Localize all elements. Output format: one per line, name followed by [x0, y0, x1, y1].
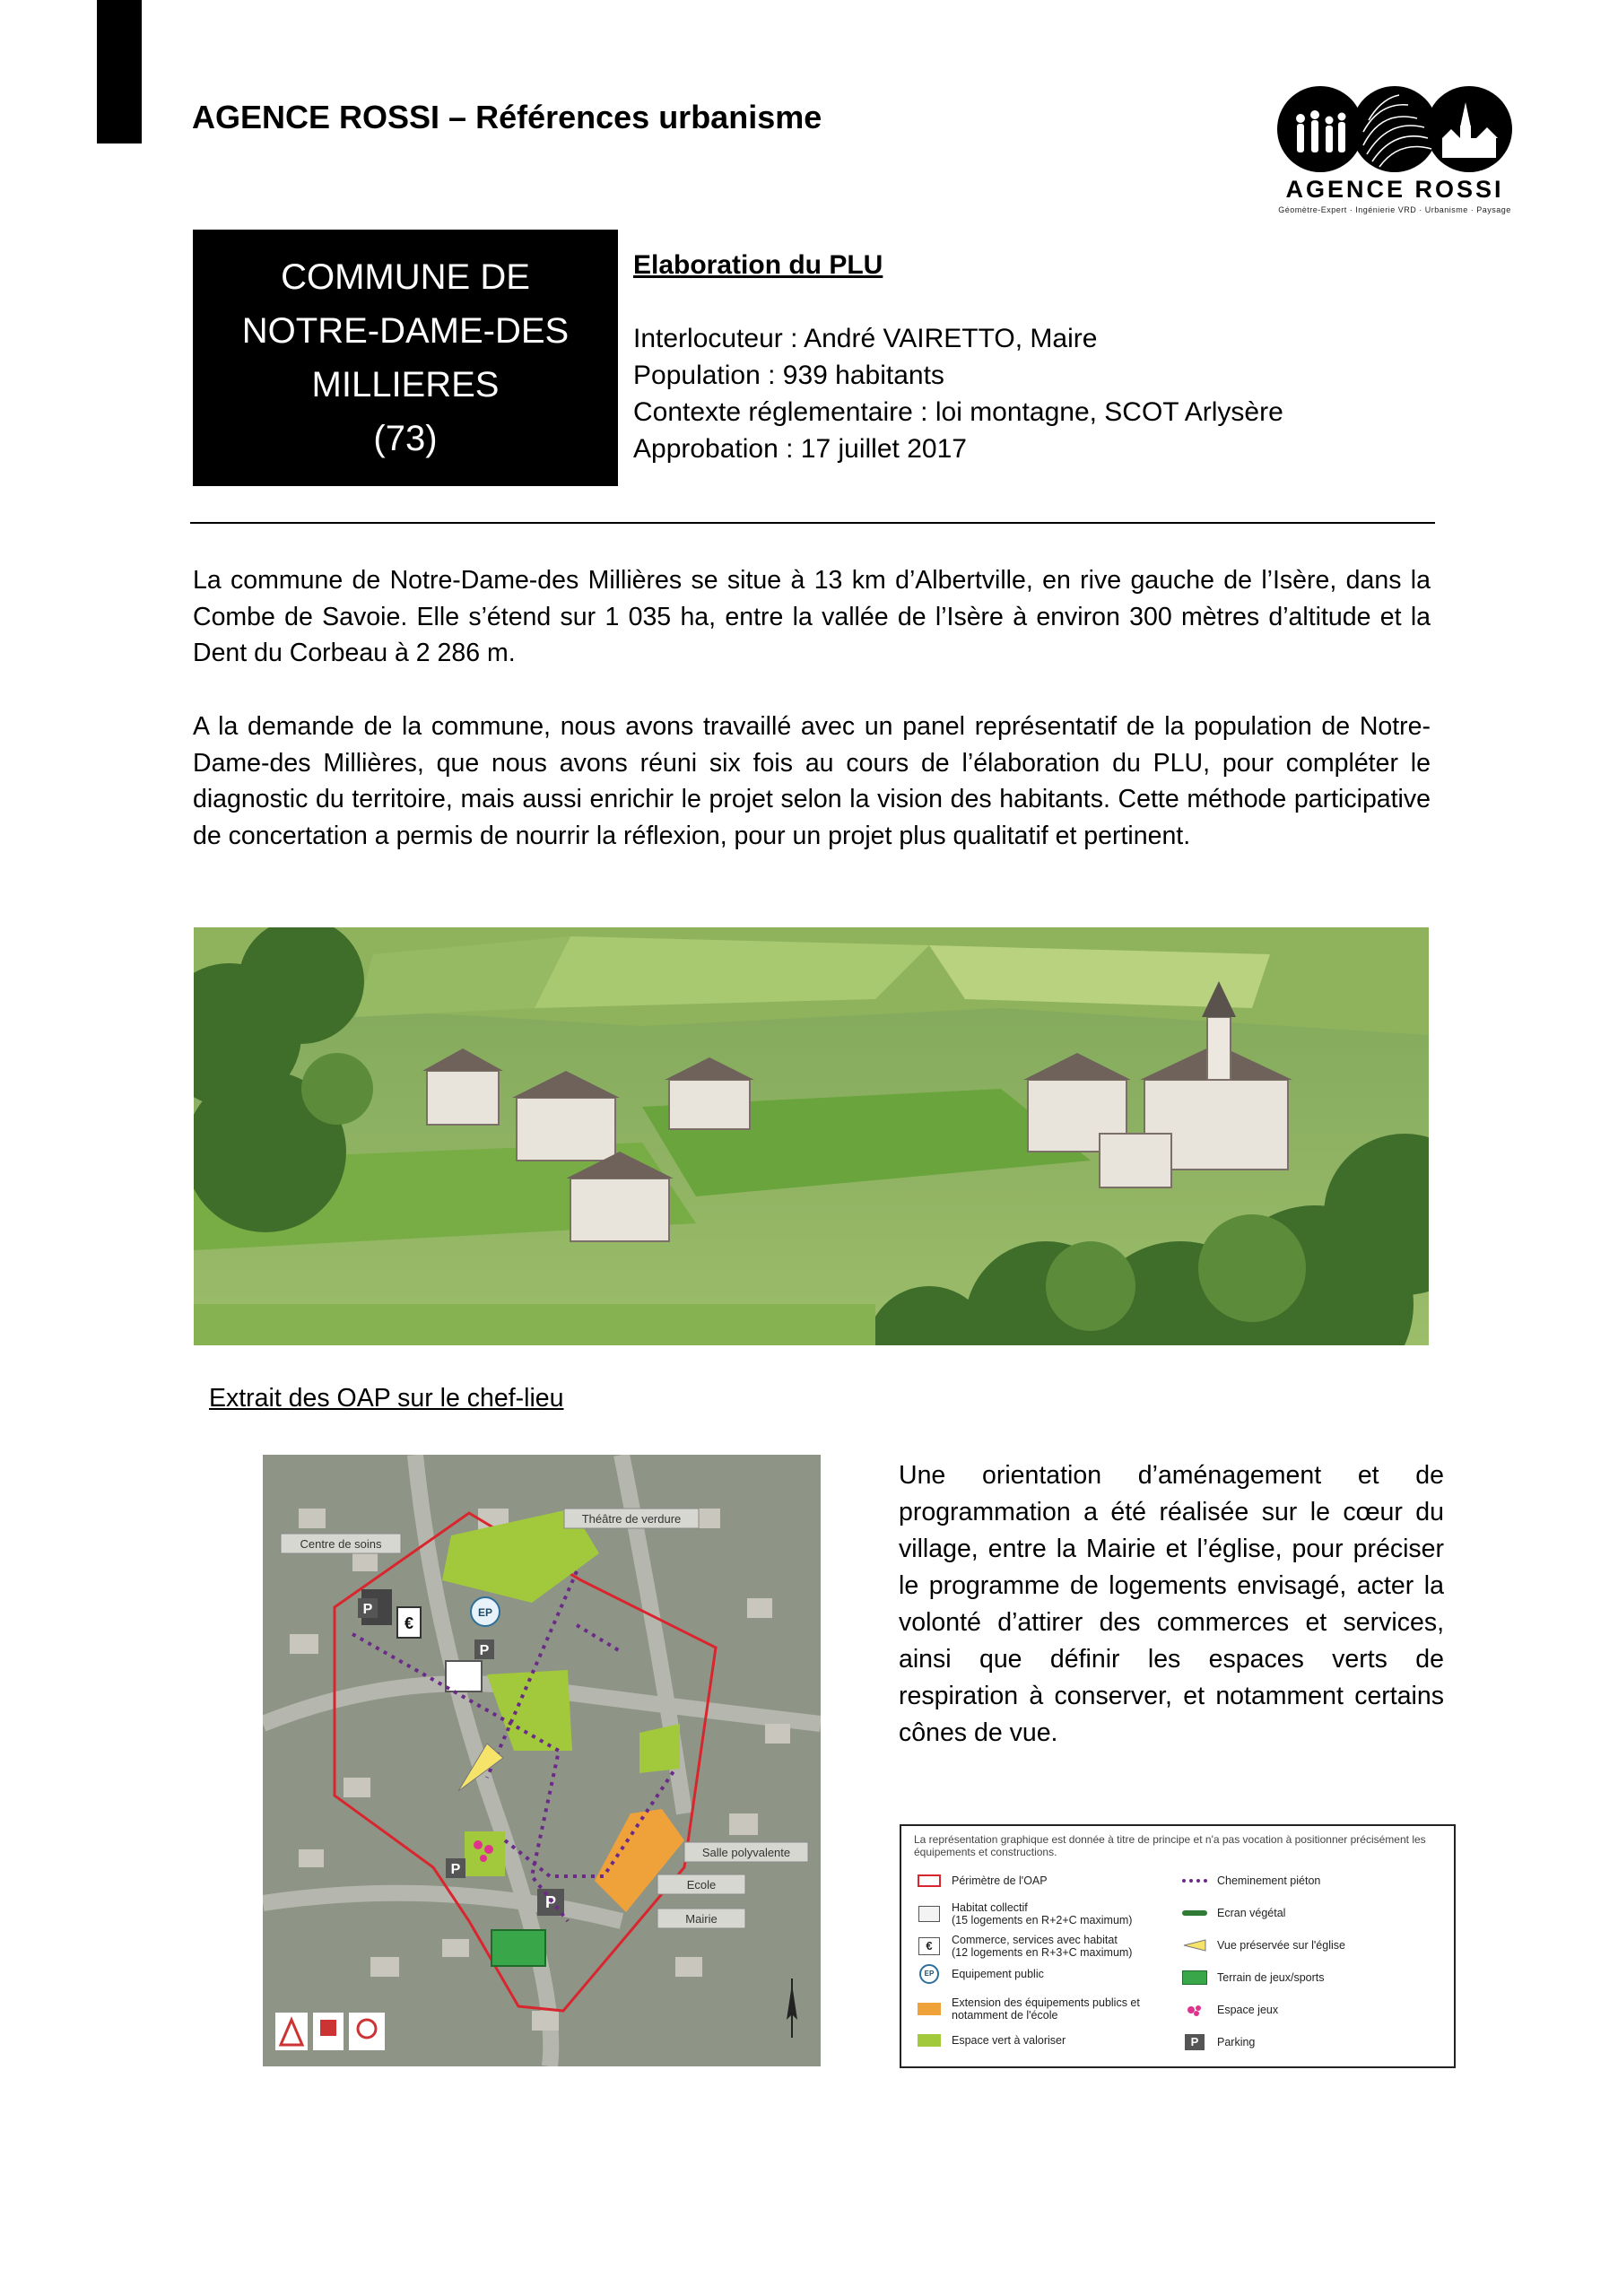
- commune-line: NOTRE-DAME-DES: [241, 311, 570, 351]
- project-detail: Contexte réglementaire : loi montagne, SCOT Arlysère: [633, 397, 1283, 427]
- legend-item-commerce: € Commerce, services avec habitat (12 logements en R+3+C maximum): [916, 1934, 1132, 1959]
- divider: [190, 522, 1435, 524]
- map-label-theatre: Théâtre de verdure: [581, 1512, 682, 1526]
- map-label-salle: Salle polyvalente: [701, 1846, 791, 1859]
- map-label-ecole: Ecole: [686, 1878, 717, 1892]
- side-bar: [97, 0, 142, 144]
- legend-item-parking: P Parking: [1181, 2034, 1255, 2050]
- parking-marker: P: [544, 1893, 557, 1911]
- commerce-icon: €: [916, 1938, 943, 1954]
- oap-description: Une orientation d’aménagement et de programmation a été réalisée sur le cœur du village, entre la Mairie et l’église, pour préciser le programme de logements envisagé, acter la volonté d’attirer des commerces et services, ainsi que définir les espaces verts de respiration à conserver, et notamment certains cônes de vue.: [899, 1461, 1444, 1747]
- commune-box: [193, 230, 618, 486]
- euro-marker: €: [404, 1614, 414, 1632]
- legend-item-ecran: Ecran végétal: [1181, 1905, 1285, 1921]
- legend-item-perimeter: Périmètre de l'OAP: [916, 1873, 1048, 1889]
- legend-item-equipement: EP Equipement public: [916, 1966, 1044, 1982]
- partner-logos-icon: [275, 2013, 385, 2050]
- commune-line: COMMUNE DE: [281, 257, 530, 297]
- green-space-icon: [916, 2032, 943, 2048]
- map-label-mairie: Mairie: [685, 1912, 718, 1926]
- agency-logo: [1274, 83, 1516, 214]
- project-detail: Approbation : 17 juillet 2017: [633, 434, 967, 464]
- equipement-icon: EP: [916, 1966, 943, 1982]
- intro-paragraph: La commune de Notre-Dame-des Millières se situe à 13 km d’Albertville, en rive gauche de l’Isère, dans la Combe de Savoie. Elle s’étend sur 1 035 ha, entre la vallée de l’Isère à environ 300 mètres d’altitude et la Dent du Corbeau à 2 286 m.: [193, 566, 1431, 667]
- commune-line: (73): [373, 419, 438, 458]
- playground-icon: [1181, 2002, 1208, 2018]
- logo-circles-icon: [1274, 83, 1516, 181]
- parking-marker: P: [362, 1602, 373, 1617]
- project-heading: Elaboration du PLU: [633, 250, 883, 280]
- logo-tagline: Géomètre-Expert · Ingénierie VRD · Urbanisme · Paysage: [1278, 205, 1511, 214]
- legend-item-jeux: Espace jeux: [1181, 2002, 1278, 2018]
- legend-item-terrain: Terrain de jeux/sports: [1181, 1970, 1325, 1986]
- map-legend: [900, 1824, 1456, 2068]
- habitat-icon: [916, 1906, 943, 1922]
- map-label-centre-soins: Centre de soins: [300, 1537, 382, 1551]
- hedge-icon: [1181, 1905, 1208, 1921]
- legend-item-extension: Extension des équipements publics et notamment de l'école: [916, 1996, 1140, 2022]
- legend-item-vue: Vue préservée sur l'église: [1181, 1937, 1345, 1953]
- oap-caption: Extrait des OAP sur le chef-lieu: [209, 1384, 564, 1413]
- oap-map: [263, 1455, 821, 2066]
- legend-item-habitat: Habitat collectif (15 logements en R+2+C maximum): [916, 1901, 1132, 1926]
- logo-name: AGENCE ROSSI: [1285, 176, 1504, 203]
- commune-line: MILLIERES: [311, 365, 500, 404]
- method-paragraph: A la demande de la commune, nous avons travaillé avec un panel représentatif de la population de Notre-Dame-des Millières, que nous avons réuni six fois au cours de l’élaboration du PLU, pour compléter le diagnostic du territoire, mais aussi enrichir le projet selon la vision des habitants. Cette méthode participative de concertation a permis de nourrir la réflexion, pour un projet plus qualitatif et pertinent.: [193, 712, 1431, 850]
- view-cone-icon: [1181, 1937, 1208, 1953]
- oap-map-drawing: [263, 1455, 821, 2066]
- terrain-icon: [1181, 1970, 1208, 1986]
- parking-marker: P: [479, 1643, 490, 1658]
- page-title: AGENCE ROSSI – Références urbanisme: [192, 99, 822, 135]
- path-icon: [1181, 1873, 1208, 1889]
- ep-marker: EP: [477, 1606, 493, 1619]
- parking-marker: P: [450, 1862, 461, 1877]
- project-detail: Interlocuteur : André VAIRETTO, Maire: [633, 324, 1098, 353]
- perimeter-icon: [916, 1873, 943, 1889]
- legend-item-espace-vert: Espace vert à valoriser: [916, 2032, 1066, 2048]
- legend-item-cheminement: Cheminement piéton: [1181, 1873, 1320, 1889]
- legend-note: La représentation graphique est donnée à titre de principe et n'a pas vocation à positionner précisément les équipements et constructions.: [914, 1833, 1426, 1858]
- extension-icon: [916, 2001, 943, 2017]
- village-photo: [194, 927, 1429, 1345]
- parking-icon: P: [1181, 2034, 1208, 2050]
- project-info: [633, 247, 1283, 467]
- project-detail: Population : 939 habitants: [633, 361, 944, 390]
